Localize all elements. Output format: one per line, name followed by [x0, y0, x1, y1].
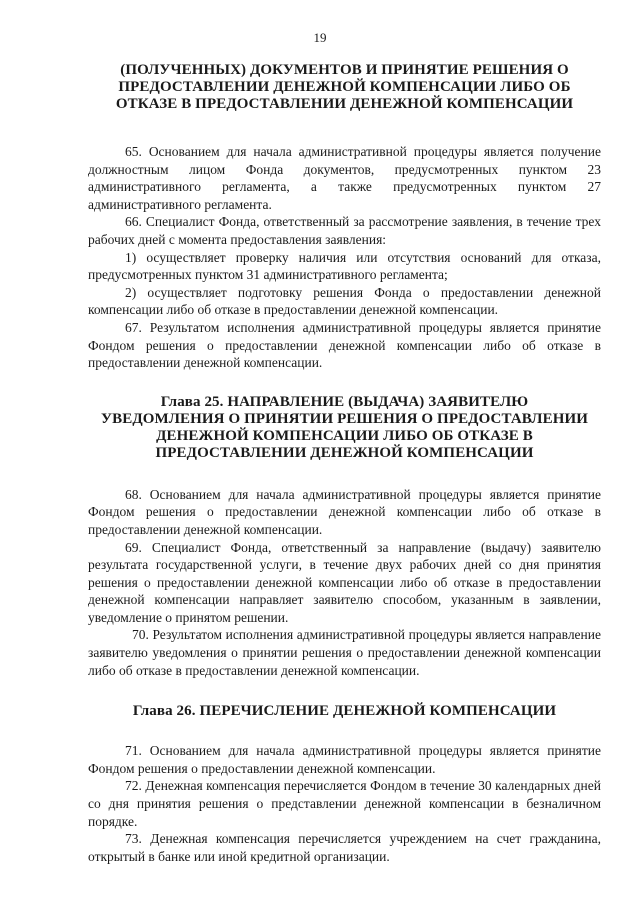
paragraph-66: 66. Специалист Фонда, ответственный за рассмотрение заявления, в течение трех рабочих дней с момента предоставления заявления:	[88, 214, 601, 247]
paragraph-69: 69. Специалист Фонда, ответственный за направление (выдачу) заявителю результата государственной услуги, в течение двух рабочих дней со дня принятия решения о предоставлении денежной компенсации либо об отказе в предоставлении денежной компенсации направляет заявителю способом, указанным в заявлении, уведомление о принятом решении.	[88, 539, 601, 625]
heading-line: ПРЕДОСТАВЛЕНИИ ДЕНЕЖНОЙ КОМПЕНСАЦИИ ЛИБО ОБ	[118, 79, 571, 95]
heading-line: ДЕНЕЖНОЙ КОМПЕНСАЦИИ ЛИБО ОБ ОТКАЗЕ В	[156, 427, 533, 444]
chapter-25-heading	[88, 394, 601, 462]
paragraph-72: 72. Денежная компенсация перечисляется Фондом в течение 30 календарных дней со дня принятия решения о представлении денежной компенсации в безналичном порядке.	[88, 778, 601, 829]
section-heading-documents-review	[88, 62, 601, 113]
paragraph-70: 70. Результатом исполнения административной процедуры является направление заявителю уведомления о принятии решения о предоставлении денежной компенсации либо об отказе в предоставлении денежной компенсации.	[88, 627, 601, 678]
paragraph-65: 65. Основанием для начала административной процедуры является получение должностным лицом Фонда документов, предусмотренных пунктом 23 административного регламента, а также предусмотренных пунктом 27 административного регламента.	[88, 144, 601, 212]
chapter-26-heading: Глава 26. ПЕРЕЧИСЛЕНИЕ ДЕНЕЖНОЙ КОМПЕНСАЦИИ	[132, 703, 557, 720]
paragraph-73: 73. Денежная компенсация перечисляется учреждением на счет гражданина, открытый в банке или иной кредитной организации.	[88, 831, 601, 864]
paragraph-66-item-1: 1) осуществляет проверку наличия или отсутствия оснований для отказа, предусмотренных пунктом 31 административного регламента;	[88, 249, 601, 283]
paragraph-71: 71. Основанием для начала административной процедуры является принятие Фондом решения о предоставлении денежной компенсации.	[88, 743, 601, 776]
heading-line: ОТКАЗЕ В ПРЕДОСТАВЛЕНИИ ДЕНЕЖНОЙ КОМПЕНСАЦИИ	[115, 96, 574, 112]
paragraph-66-item-2: 2) осуществляет подготовку решения Фонда о предоставлении денежной компенсации либо об отказе в предоставлении денежной компенсации.	[88, 284, 601, 318]
page-number: 19	[313, 30, 327, 45]
paragraph-68: 68. Основанием для начала административной процедуры является принятие Фондом решения о предоставлении денежной компенсации либо об отказе в предоставлении денежной компенсации.	[88, 486, 601, 537]
paragraph-67: 67. Результатом исполнения административной процедуры является принятие Фондом решения о предоставлении денежной компенсации либо об отказе в предоставлении денежной компенсации.	[88, 319, 601, 371]
page-content	[88, 62, 601, 865]
heading-line: ПРЕДОСТАВЛЕНИИ ДЕНЕЖНОЙ КОМПЕНСАЦИИ	[155, 444, 534, 461]
heading-line: УВЕДОМЛЕНИЯ О ПРИНЯТИИ РЕШЕНИЯ О ПРЕДОСТАВЛЕНИИ	[101, 410, 588, 427]
heading-line: Глава 25. НАПРАВЛЕНИЕ (ВЫДАЧА) ЗАЯВИТЕЛЮ	[160, 393, 529, 410]
heading-line: (ПОЛУЧЕННЫХ) ДОКУМЕНТОВ И ПРИНЯТИЕ РЕШЕНИЯ О	[120, 62, 569, 78]
